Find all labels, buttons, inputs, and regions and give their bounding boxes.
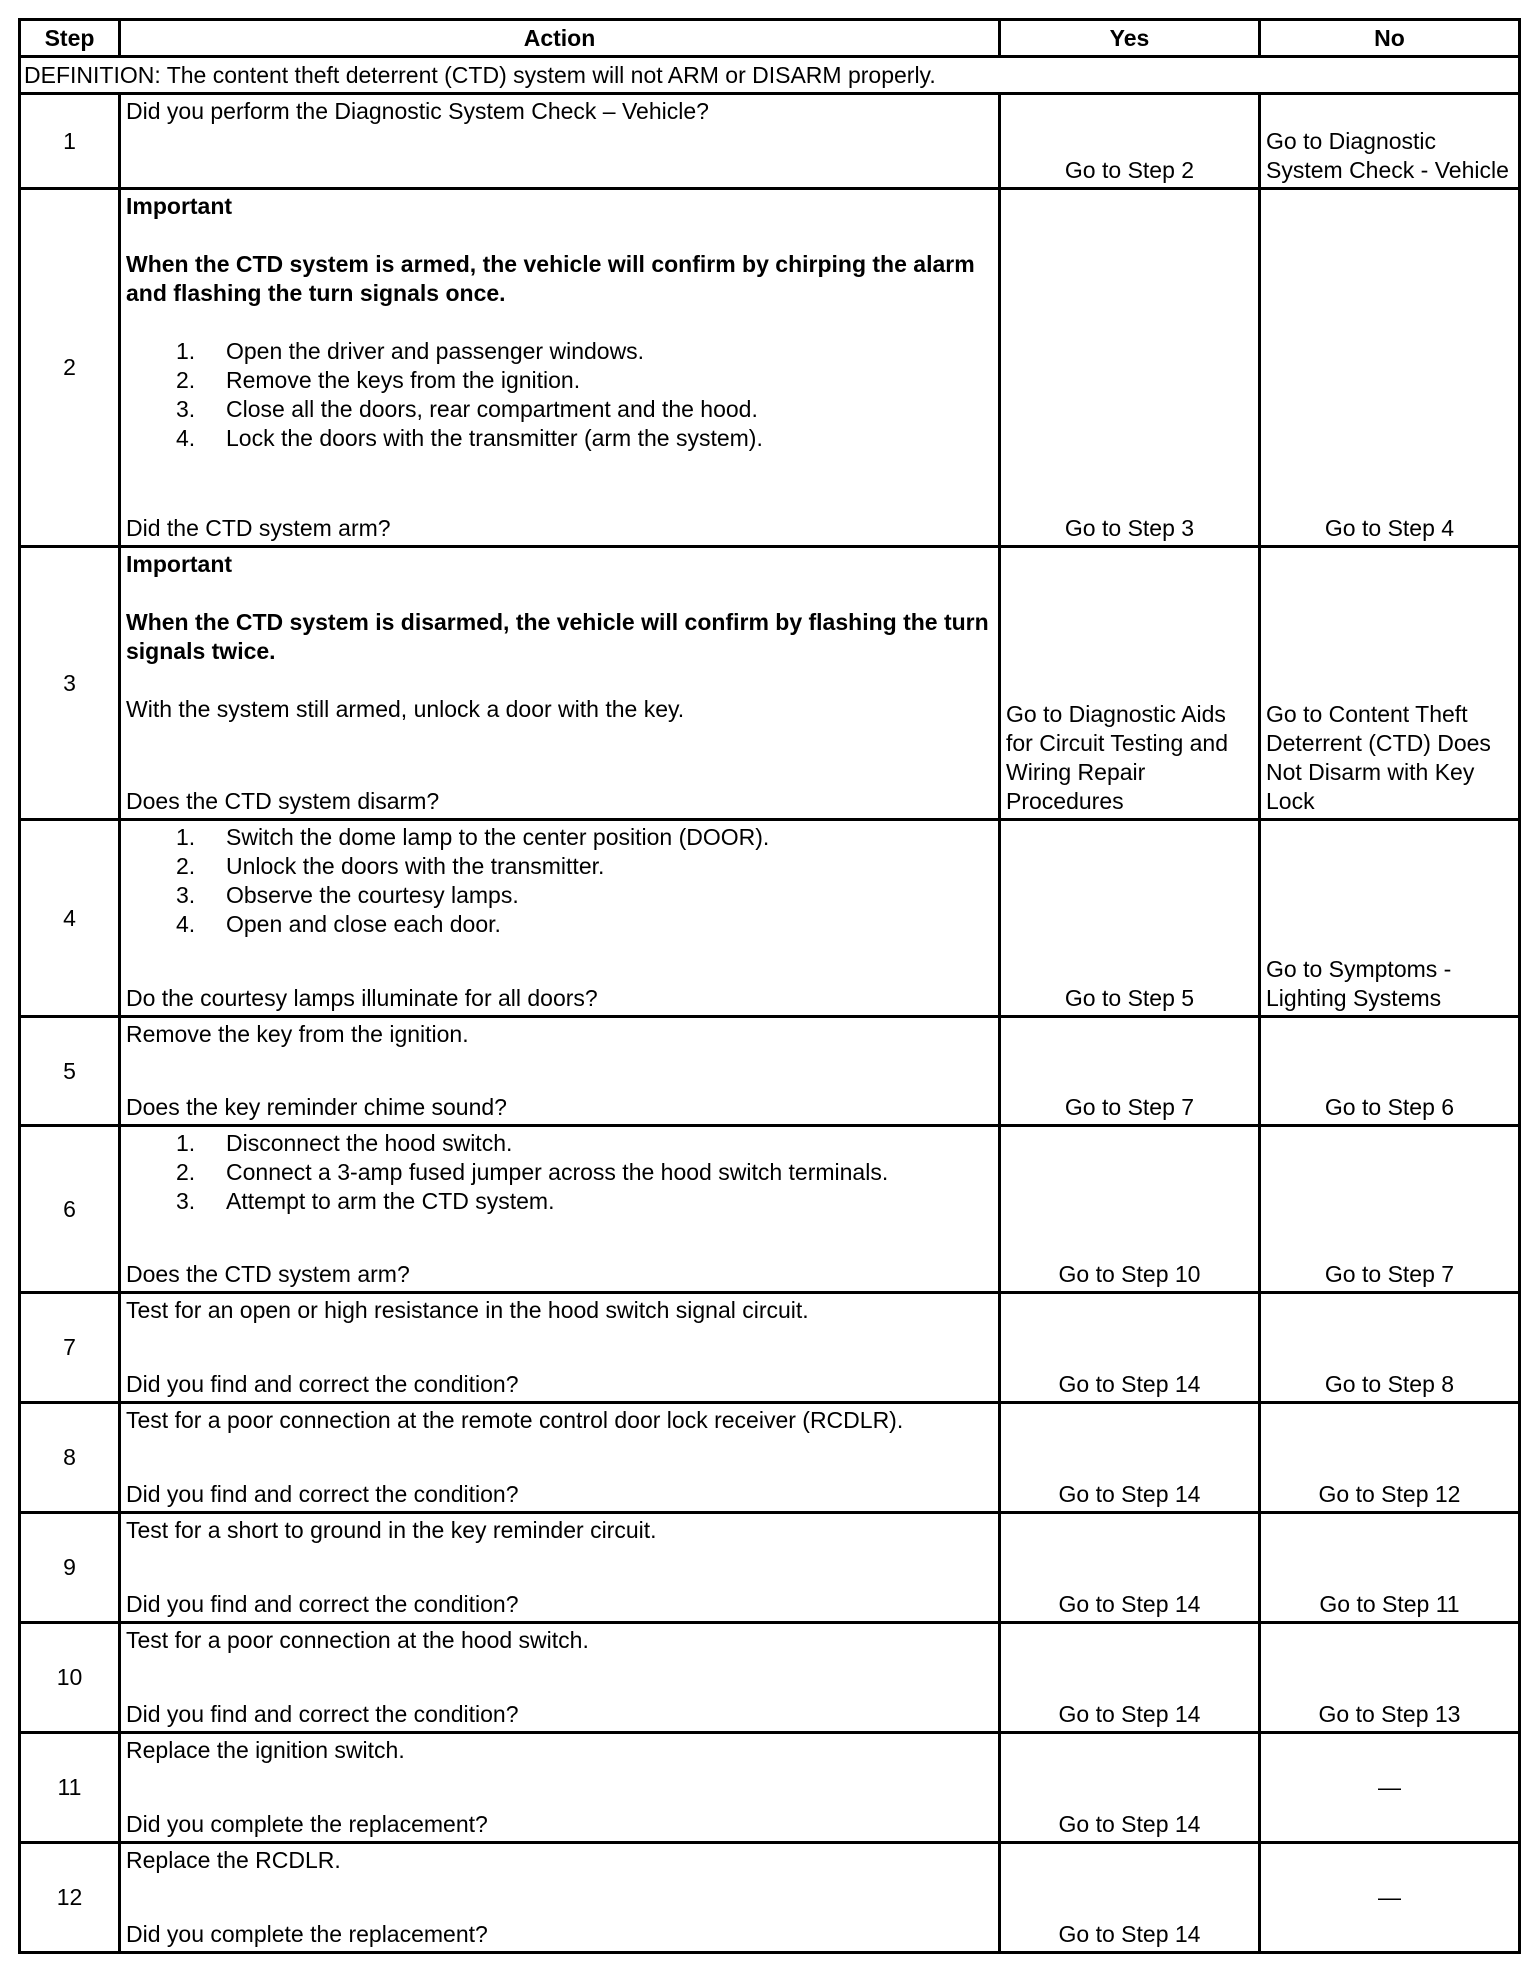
important-text: When the CTD system is disarmed, the vehicle will confirm by flashing the turn signals twice. <box>126 609 989 664</box>
table-row-step-12 <box>20 1843 1520 1953</box>
header-yes: Yes <box>1000 20 1260 57</box>
no-cell: Go to Step 8 <box>1260 1293 1520 1403</box>
action-cell <box>120 547 1000 820</box>
action-question: Does the CTD system arm? <box>126 1261 410 1287</box>
no-cell: Go to Step 13 <box>1260 1623 1520 1733</box>
list-item: 4. Lock the doors with the transmitter (arm the system). <box>176 425 763 451</box>
action-cell <box>120 820 1000 1017</box>
header-no: No <box>1260 20 1520 57</box>
action-cell <box>120 189 1000 547</box>
yes-cell: Go to Step 14 <box>1000 1843 1260 1953</box>
list-item: 3. Attempt to arm the CTD system. <box>176 1188 555 1214</box>
header-action: Action <box>120 20 1000 57</box>
step-number: 10 <box>20 1623 120 1733</box>
important-text: When the CTD system is armed, the vehicle will confirm by chirping the alarm and flashing the turn signals once. <box>126 251 975 306</box>
important-label: Important <box>126 551 233 577</box>
action-cell <box>120 1017 1000 1126</box>
action-note: Test for a short to ground in the key reminder circuit. <box>126 1517 657 1543</box>
action-question: Did you find and correct the condition? <box>126 1591 519 1617</box>
action-question: Did you complete the replacement? <box>126 1811 488 1837</box>
step-number: 4 <box>20 820 120 1017</box>
no-cell: Go to Step 6 <box>1260 1017 1520 1126</box>
action-note: Test for an open or high resistance in the hood switch signal circuit. <box>126 1297 809 1323</box>
step-number: 9 <box>20 1513 120 1623</box>
yes-cell: Go to Step 2 <box>1000 94 1260 189</box>
list-item: 1. Switch the dome lamp to the center position (DOOR). <box>176 824 770 850</box>
list-item: 1. Open the driver and passenger windows. <box>176 338 645 364</box>
action-question: Did you find and correct the condition? <box>126 1701 519 1727</box>
header-row <box>20 20 1520 57</box>
no-cell: Go to Content Theft Deterrent (CTD) Does Not Disarm with Key Lock <box>1260 547 1520 820</box>
action-cell <box>120 1513 1000 1623</box>
step-number: 7 <box>20 1293 120 1403</box>
table-row-step-5 <box>20 1017 1520 1126</box>
no-cell: Go to Step 7 <box>1260 1126 1520 1293</box>
no-cell: Go to Symptoms - Lighting Systems <box>1260 820 1520 1017</box>
action-cell <box>120 1126 1000 1293</box>
action-question: Does the CTD system disarm? <box>126 788 440 814</box>
yes-cell: Go to Step 5 <box>1000 820 1260 1017</box>
list-item: 3. Close all the doors, rear compartment and the hood. <box>176 396 758 422</box>
table-row-step-8 <box>20 1403 1520 1513</box>
yes-cell: Go to Step 14 <box>1000 1513 1260 1623</box>
step-number: 6 <box>20 1126 120 1293</box>
important-label: Important <box>126 193 233 219</box>
action-question: Did you perform the Diagnostic System Check – Vehicle? <box>126 98 709 124</box>
table-row-step-6 <box>20 1126 1520 1293</box>
list-item: 4. Open and close each door. <box>176 911 501 937</box>
table-row-step-2 <box>20 189 1520 547</box>
yes-cell: Go to Step 14 <box>1000 1623 1260 1733</box>
table-row-step-3 <box>20 547 1520 820</box>
action-question: Do the courtesy lamps illuminate for all doors? <box>126 985 598 1011</box>
list-item: 2. Unlock the doors with the transmitter. <box>176 853 605 879</box>
action-cell <box>120 1293 1000 1403</box>
action-note: Test for a poor connection at the hood switch. <box>126 1627 589 1653</box>
yes-cell: Go to Step 14 <box>1000 1733 1260 1843</box>
action-note: Replace the ignition switch. <box>126 1737 405 1763</box>
no-cell: Go to Step 11 <box>1260 1513 1520 1623</box>
no-cell: Go to Diagnostic System Check - Vehicle <box>1260 94 1520 189</box>
yes-cell: Go to Step 14 <box>1000 1293 1260 1403</box>
action-question: Did the CTD system arm? <box>126 515 391 541</box>
yes-cell: Go to Step 7 <box>1000 1017 1260 1126</box>
header-step: Step <box>20 20 120 57</box>
definition-row <box>20 57 1520 94</box>
action-note: Replace the RCDLR. <box>126 1847 341 1873</box>
yes-cell: Go to Step 3 <box>1000 189 1260 547</box>
definition-text: DEFINITION: The content theft deterrent (CTD) system will not ARM or DISARM properly. <box>20 57 1520 94</box>
table-row-step-1 <box>20 94 1520 189</box>
action-cell <box>120 94 1000 189</box>
list-item: 1. Disconnect the hood switch. <box>176 1130 513 1156</box>
step-number: 2 <box>20 189 120 547</box>
step-number: 11 <box>20 1733 120 1843</box>
action-note: Remove the key from the ignition. <box>126 1021 469 1047</box>
action-note: With the system still armed, unlock a door with the key. <box>126 696 685 722</box>
action-note: Test for a poor connection at the remote control door lock receiver (RCDLR). <box>126 1407 904 1433</box>
diagnostic-table <box>18 18 1521 1954</box>
yes-cell: Go to Step 10 <box>1000 1126 1260 1293</box>
yes-cell: Go to Diagnostic Aids for Circuit Testing and Wiring Repair Procedures <box>1000 547 1260 820</box>
no-cell: Go to Step 12 <box>1260 1403 1520 1513</box>
no-cell: — <box>1260 1733 1520 1843</box>
procedure-list <box>126 823 993 939</box>
action-cell <box>120 1403 1000 1513</box>
list-item: 2. Connect a 3-amp fused jumper across the hood switch terminals. <box>176 1159 889 1185</box>
yes-cell: Go to Step 14 <box>1000 1403 1260 1513</box>
action-question: Did you find and correct the condition? <box>126 1371 519 1397</box>
action-question: Did you find and correct the condition? <box>126 1481 519 1507</box>
step-number: 1 <box>20 94 120 189</box>
action-cell <box>120 1623 1000 1733</box>
step-number: 5 <box>20 1017 120 1126</box>
table-row-step-10 <box>20 1623 1520 1733</box>
list-item: 2. Remove the keys from the ignition. <box>176 367 581 393</box>
list-item: 3. Observe the courtesy lamps. <box>176 882 519 908</box>
step-number: 3 <box>20 547 120 820</box>
step-number: 12 <box>20 1843 120 1953</box>
action-question: Does the key reminder chime sound? <box>126 1094 507 1120</box>
no-cell: Go to Step 4 <box>1260 189 1520 547</box>
step-number: 8 <box>20 1403 120 1513</box>
action-cell <box>120 1843 1000 1953</box>
table-row-step-4 <box>20 820 1520 1017</box>
table-row-step-11 <box>20 1733 1520 1843</box>
action-question: Did you complete the replacement? <box>126 1921 488 1947</box>
table-row-step-7 <box>20 1293 1520 1403</box>
table-row-step-9 <box>20 1513 1520 1623</box>
procedure-list <box>126 337 993 453</box>
action-cell <box>120 1733 1000 1843</box>
procedure-list <box>126 1129 993 1216</box>
no-cell: — <box>1260 1843 1520 1953</box>
